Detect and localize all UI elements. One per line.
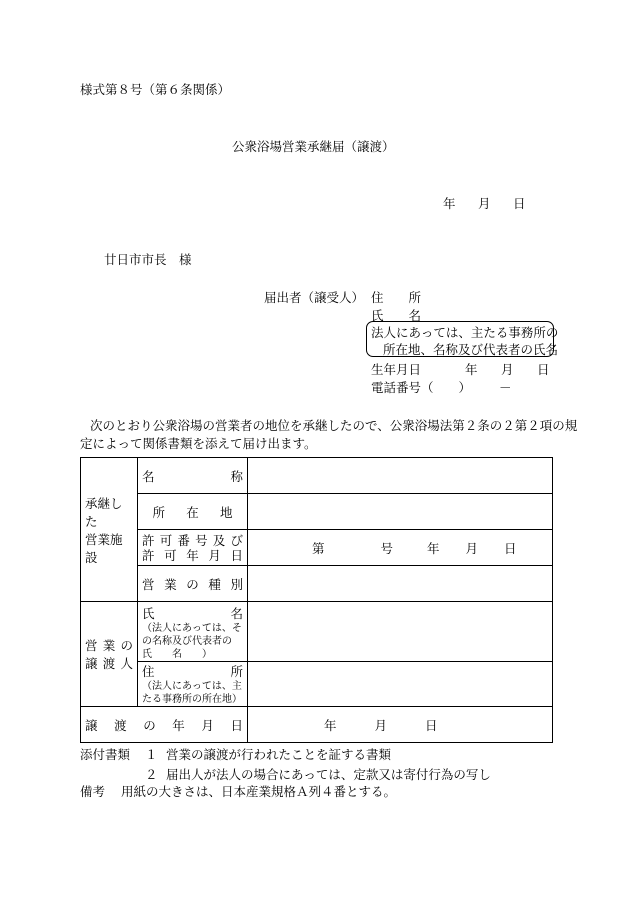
note-label: 備考 (80, 784, 106, 799)
addressee: 廿日市市長 様 (104, 252, 192, 267)
corp-note-line1: 法人にあっては、主たる事務所の (371, 325, 559, 340)
intro-line1: 次のとおり公衆浴場の営業者の地位を承継したので、公衆浴場法第２条の２第２項の規 (90, 418, 578, 433)
table-row (81, 494, 553, 530)
location-field[interactable] (248, 494, 553, 530)
facility-group-cell: 承継した 営業施設 (81, 458, 138, 602)
note-text: 用紙の大きさは、日本産業規格Ａ列４番とする。 (121, 784, 397, 799)
date-day: 日 (513, 196, 526, 211)
transferor-name-label: 氏名 （法人にあっては、そ の名称及び代表者の 氏 名 ） (138, 602, 248, 662)
table-row (81, 707, 553, 743)
corp-note-line2: 所在地、名称及び代表者の氏名 (383, 342, 559, 357)
attachment-1-num: １ (145, 747, 158, 762)
applicant-address: 住 所 (371, 290, 422, 305)
birth-month: 月 (501, 362, 514, 377)
applicant-label: 届出者（譲受人） (264, 290, 365, 305)
attachment-2-num: ２ (145, 767, 158, 782)
transfer-date-field[interactable]: 年 月 日 (248, 707, 553, 743)
business-type-label: 営業の種別 (138, 566, 248, 602)
transferor-address-label: 住所 （法人にあっては、主 たる事務所の所在地） (138, 662, 248, 707)
birth-day: 日 (537, 362, 550, 377)
form-number: 様式第８号（第６条関係） (80, 82, 231, 97)
phone-label: 電話番号（ ） (371, 380, 472, 395)
table-row (81, 458, 553, 494)
transferor-address-field[interactable] (248, 662, 553, 707)
birth-year: 年 (465, 362, 478, 377)
table-row (81, 530, 553, 566)
transferor-group-cell: 営業の 譲渡人 (81, 602, 138, 707)
applicant-name: 氏 名 (371, 308, 422, 323)
permit-label: 許可番号及び 許可年月日 (138, 530, 248, 566)
permit-field[interactable]: 第 号 年 月 日 (248, 530, 553, 566)
location-label: 所在地 (138, 494, 248, 530)
name-field[interactable] (248, 458, 553, 494)
table-row (81, 566, 553, 602)
succession-table (80, 457, 553, 743)
transferor-name-field[interactable] (248, 602, 553, 662)
attachment-2: 届出人が法人の場合にあっては、定款又は寄付行為の写し (166, 767, 491, 782)
attachment-1: 営業の譲渡が行われたことを証する書類 (166, 747, 392, 762)
attachments-label: 添付書類 (80, 747, 131, 762)
form-title: 公衆浴場営業承継届（譲渡） (232, 139, 395, 154)
table-row (81, 662, 553, 707)
date-month: 月 (478, 196, 491, 211)
business-type-field[interactable] (248, 566, 553, 602)
name-label: 名称 (138, 458, 248, 494)
phone-dash: － (499, 380, 512, 395)
intro-line2: 定によって関係書類を添えて届け出ます。 (80, 436, 317, 451)
table-row (81, 602, 553, 662)
birth-label: 生年月日 (371, 362, 422, 377)
date-year: 年 (443, 196, 456, 211)
transfer-date-label: 譲渡の年月日 (81, 707, 248, 743)
